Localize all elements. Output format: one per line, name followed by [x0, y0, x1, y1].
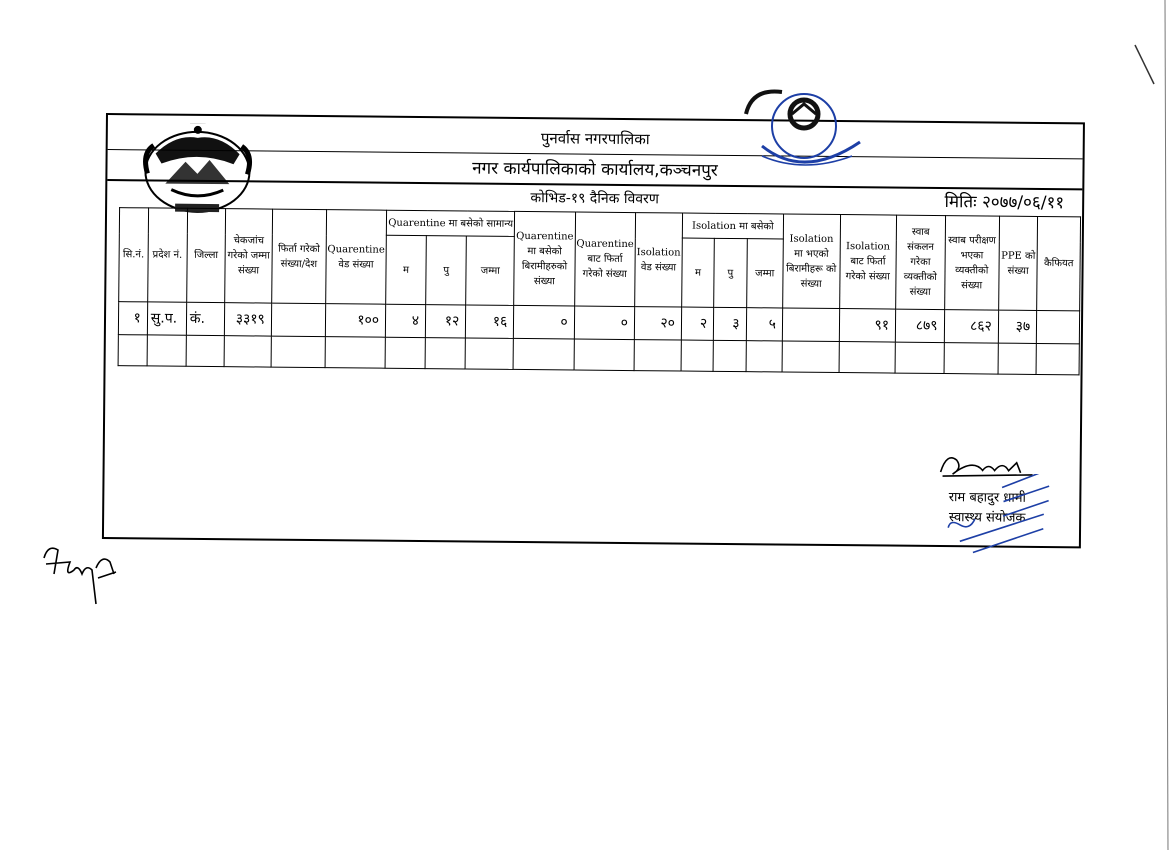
cell-checkpoint-total: ३३१९ — [225, 303, 272, 336]
col-swab-collected: स्वाब संकलन गरेका व्यक्तीको संख्या — [896, 215, 945, 309]
cell-i-female: २ — [681, 307, 714, 340]
col-quarantine-returned: Quarentine बाट फिर्ता गरेको संख्या — [574, 212, 635, 307]
signatory-title: स्वास्थ्य संयोजक — [948, 510, 1026, 526]
col-i-male: पु — [714, 238, 747, 307]
municipality-name: पुनर्वास नगरपालिका — [108, 115, 1083, 159]
scan-edge-mark — [1130, 40, 1160, 90]
group-isolation: Isolation मा बसेको — [682, 213, 783, 239]
col-quarantine-beds: Quarentine वेड संख्या — [325, 210, 386, 305]
officer-stamp-icon — [940, 474, 1068, 566]
col-remarks: कैफियत — [1037, 216, 1081, 310]
group-quarantine-general: Quarentine मा बसेको सामान्य — [386, 210, 514, 236]
col-q-female: म — [386, 235, 427, 304]
col-swab-tested: स्वाब परीक्षण भएका व्यक्तीको संख्या — [944, 216, 999, 311]
signatory-name: राम बहादुर धामी — [948, 490, 1026, 506]
col-q-total: जम्मा — [466, 236, 515, 305]
cell-isolation-returned: ९१ — [839, 309, 896, 343]
cell-province: सु.प. — [147, 302, 186, 335]
cell-q-male: १२ — [425, 305, 466, 338]
office-round-stamp-icon — [742, 84, 862, 179]
col-quarantine-sick: Quarentine मा बसेको बिरामीहरुको संख्या — [514, 211, 575, 306]
cell-i-total: ५ — [746, 308, 783, 341]
col-isolation-beds: Isolation वेड संख्या — [635, 213, 683, 307]
cell-swab-collected: ८७९ — [895, 309, 944, 342]
cell-sn: १ — [118, 302, 147, 335]
cell-quarantine-returned: ० — [574, 306, 635, 340]
cell-returned-country — [271, 303, 325, 337]
office-name: नगर कार्यपालिकाको कार्यालय,कञ्चनपुर — [107, 149, 1082, 190]
cell-swab-tested: ८६२ — [944, 310, 999, 344]
covid-report-table — [118, 207, 1081, 375]
col-province: प्रदेश नं. — [148, 208, 188, 302]
col-district: जिल्ला — [186, 208, 225, 302]
cell-district: कं. — [186, 302, 225, 335]
col-ppe: PPE को संख्या — [999, 216, 1038, 310]
cell-i-male: ३ — [714, 307, 747, 340]
col-sn: सि.नं. — [119, 208, 149, 302]
scan-edge-line — [1162, 0, 1170, 850]
cell-quarantine-sick: ० — [514, 305, 575, 339]
report-date: मितिः २०७७/०६/११ — [944, 192, 1065, 214]
report-frame — [102, 113, 1085, 548]
col-i-total: जम्मा — [746, 239, 783, 308]
col-isolation-sick: Isolation मा भएको बिरामीहरू को संख्या — [783, 214, 840, 309]
cell-q-total: १६ — [466, 305, 514, 338]
cell-ppe: ३७ — [998, 310, 1037, 343]
col-checkpoint-total: चेकजांच गरेको जम्मा संख्या — [225, 209, 273, 303]
cell-quarantine-beds: १०० — [325, 304, 386, 338]
cell-isolation-beds: २० — [634, 307, 681, 340]
col-isolation-returned: Isolation बाट फिर्ता गरेको संख्या — [839, 215, 896, 310]
col-returned-country: फिर्ता गरेको संख्या/देश — [272, 209, 327, 304]
margin-signature-icon — [40, 534, 120, 606]
col-i-female: म — [682, 238, 715, 307]
col-q-male: पु — [426, 236, 467, 305]
cell-remarks — [1037, 310, 1080, 343]
cell-q-female: ४ — [385, 304, 425, 337]
report-title: कोभिड-१९ दैनिक विवरण — [530, 190, 660, 208]
cell-isolation-sick — [782, 308, 839, 342]
